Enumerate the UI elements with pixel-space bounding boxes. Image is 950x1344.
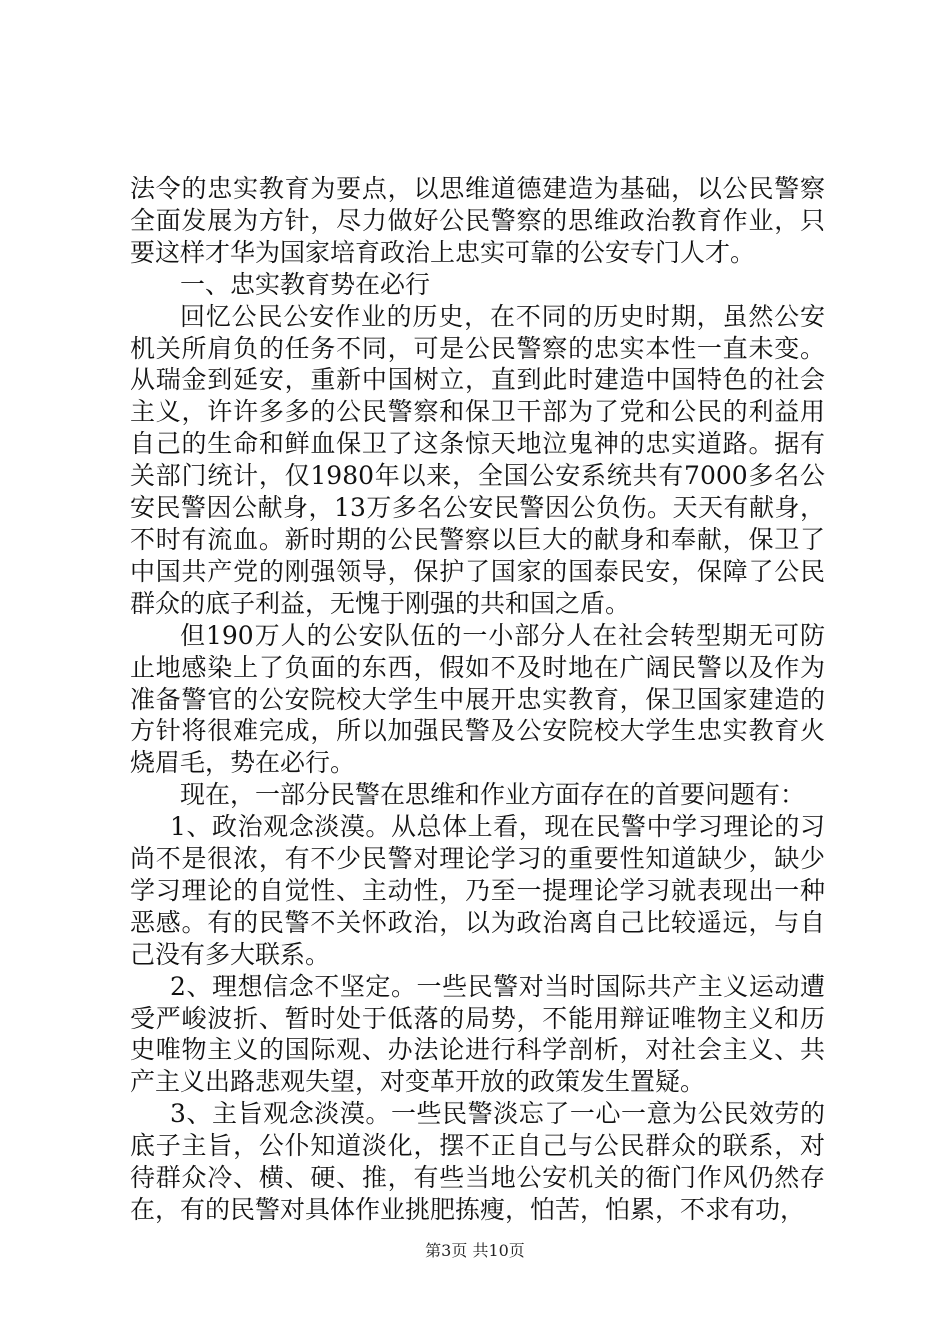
paragraph: 但190万人的公安队伍的一小部分人在社会转型期无可防止地感染上了负面的东西，假如不及时地在广阔民警以及作为准备警官的公安院校大学生中展开忠实教育，保卫国家建造的方针将很难完成，所以加强民警及公安院校大学生忠实教育火烧眉毛，势在必行。 xyxy=(130,620,825,778)
page-number: 第3页 共10页 xyxy=(425,1241,525,1260)
section-heading: 一、忠实教育势在必行 xyxy=(180,269,431,299)
page-footer xyxy=(0,1241,950,1261)
paragraph: 现在，一部分民警在思维和作业方面存在的首要问题有： xyxy=(180,780,806,810)
list-item-paragraph: 2、理想信念不坚定。一些民警对当时国际共产主义运动遭受严峻波折、暂时处于低落的局势，不能用辩证唯物主义和历史唯物主义的国际观、办法论进行科学剖析，对社会主义、共产主义出路悲观失望，对变革开放的政策发生置疑。 xyxy=(130,971,825,1097)
list-item-paragraph: 3、主旨观念淡漠。一些民警淡忘了一心一意为公民效劳的底子主旨，公仆知道淡化，摆不正自己与公民群众的联系，对待群众冷、横、硬、推，有些当地公安机关的衙门作风仍然存在，有的民警对具体作业挑肥拣瘦，怕苦，怕累，不求有功， xyxy=(130,1099,825,1224)
paragraph-continuation: 法令的忠实教育为要点，以思维道德建造为基础，以公民警察全面发展为方针，尽力做好公民警察的思维政治教育作业，只要这样才华为国家培育政治上忠实可靠的公安专门人才。 xyxy=(130,174,825,267)
list-item-paragraph: 1、政治观念淡漠。从总体上看，现在民警中学习理论的习尚不是很浓，有不少民警对理论学习的重要性知道缺少，缺少学习理论的自觉性、主动性，乃至一提理论学习就表现出一种恶感。有的民警不关怀政治，以为政治离自己比较遥远，与自己没有多大联系。 xyxy=(130,812,825,969)
document-body xyxy=(130,173,825,1226)
paragraph: 回忆公民公安作业的历史，在不同的历史时期，虽然公安机关所肩负的任务不同，可是公民警察的忠实本性一直未变。从瑞金到延安，重新中国树立，直到此时建造中国特色的社会主义，许许多多的公民警察和保卫干部为了党和公民的利益用自己的生命和鲜血保卫了这条惊天地泣鬼神的忠实道路。据有关部门统计，仅1980年以来，全国公安系统共有7000多名公安民警因公献身，13万多名公安民警因公负伤。天天有献身，不时有流血。新时期的公民警察以巨大的献身和奉献，保卫了中国共产党的刚强领导，保护了国家的国泰民安，保障了公民群众的底子利益，无愧于刚强的共和国之盾。 xyxy=(130,301,825,618)
